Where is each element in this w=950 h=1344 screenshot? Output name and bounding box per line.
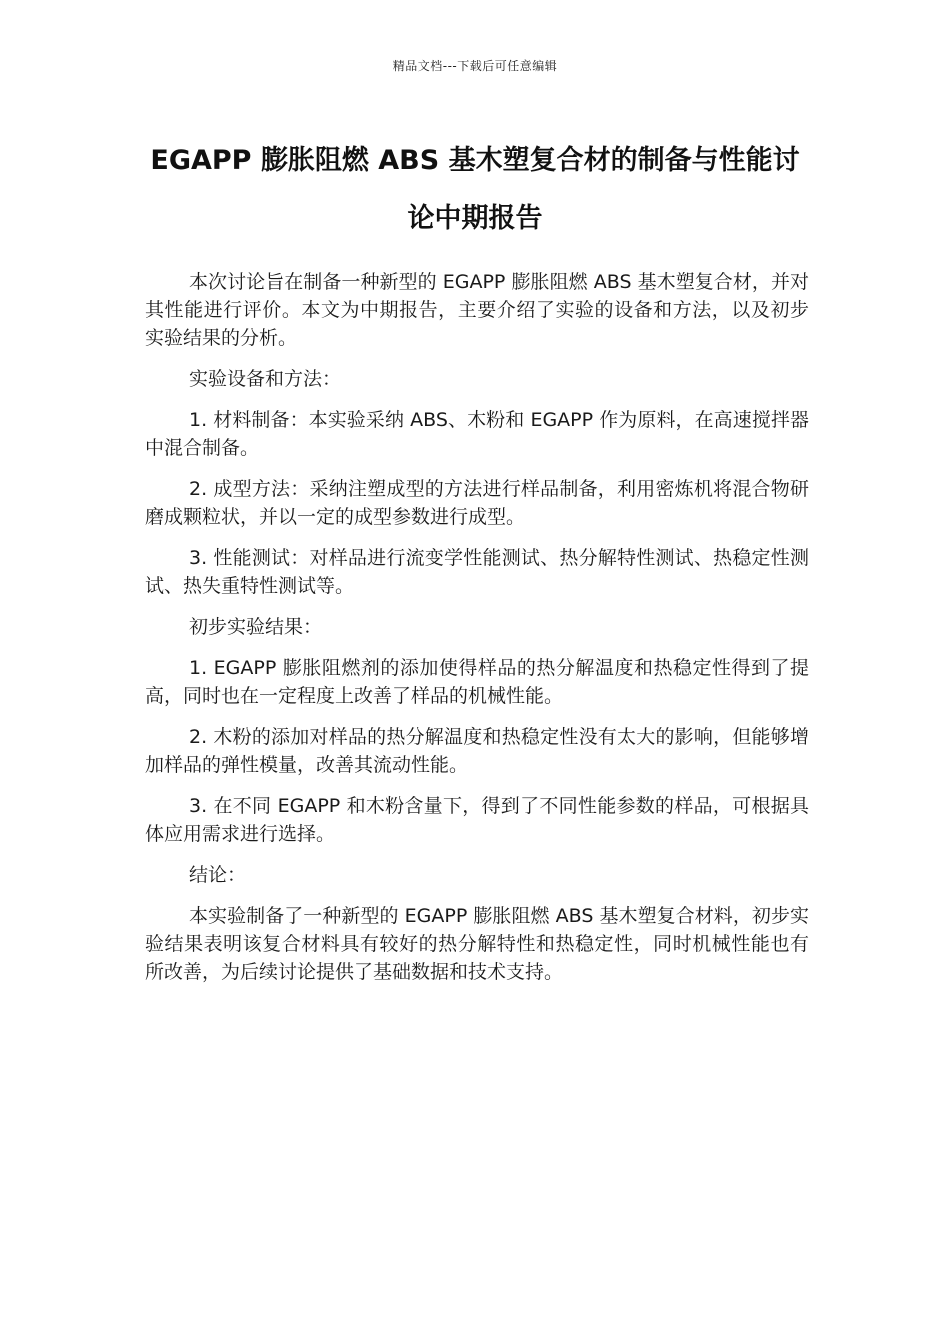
section-heading-results: 初步实验结果： bbox=[189, 616, 323, 638]
intro-paragraph: 本次讨论旨在制备一种新型的 EGAPP 膨胀阻燃 ABS 基木塑复合材，并对其性能进行评价。本文为中期报告，主要介绍了实验的设备和方法，以及初步实验结果的分析。 bbox=[145, 271, 809, 349]
result-item-2: 2. 木粉的添加对样品的热分解温度和热稳定性没有太大的影响，但能够增加样品的弹性模量，改善其流动性能。 bbox=[145, 726, 809, 776]
document-title: EGAPP 膨胀阻燃 ABS 基木塑复合材的制备与性能讨论中期报告 bbox=[150, 145, 800, 234]
method-item-1: 1. 材料制备：本实验采纳 ABS、木粉和 EGAPP 作为原料，在高速搅拌器中混合制备。 bbox=[145, 409, 809, 459]
method-item-3: 3. 性能测试：对样品进行流变学性能测试、热分解特性测试、热稳定性测试、热失重特性测试等。 bbox=[145, 547, 809, 597]
section-heading-conclusion: 结论： bbox=[189, 864, 247, 886]
result-item-3: 3. 在不同 EGAPP 和木粉含量下，得到了不同性能参数的样品，可根据具体应用需求进行选择。 bbox=[145, 795, 809, 845]
result-item-1: 1. EGAPP 膨胀阻燃剂的添加使得样品的热分解温度和热稳定性得到了提高，同时也在一定程度上改善了样品的机械性能。 bbox=[145, 657, 809, 707]
document-body bbox=[145, 268, 809, 999]
header-note: 精品文档---下载后可任意编辑 bbox=[392, 59, 558, 73]
method-item-2: 2. 成型方法：采纳注塑成型的方法进行样品制备，利用密炼机将混合物研磨成颗粒状，并以一定的成型参数进行成型。 bbox=[145, 478, 809, 528]
conclusion-paragraph: 本实验制备了一种新型的 EGAPP 膨胀阻燃 ABS 基木塑复合材料，初步实验结果表明该复合材料具有较好的热分解特性和热稳定性，同时机械性能也有所改善，为后续讨论提供了基础数据和技术支持。 bbox=[145, 905, 809, 983]
section-heading-methods: 实验设备和方法： bbox=[189, 368, 342, 390]
